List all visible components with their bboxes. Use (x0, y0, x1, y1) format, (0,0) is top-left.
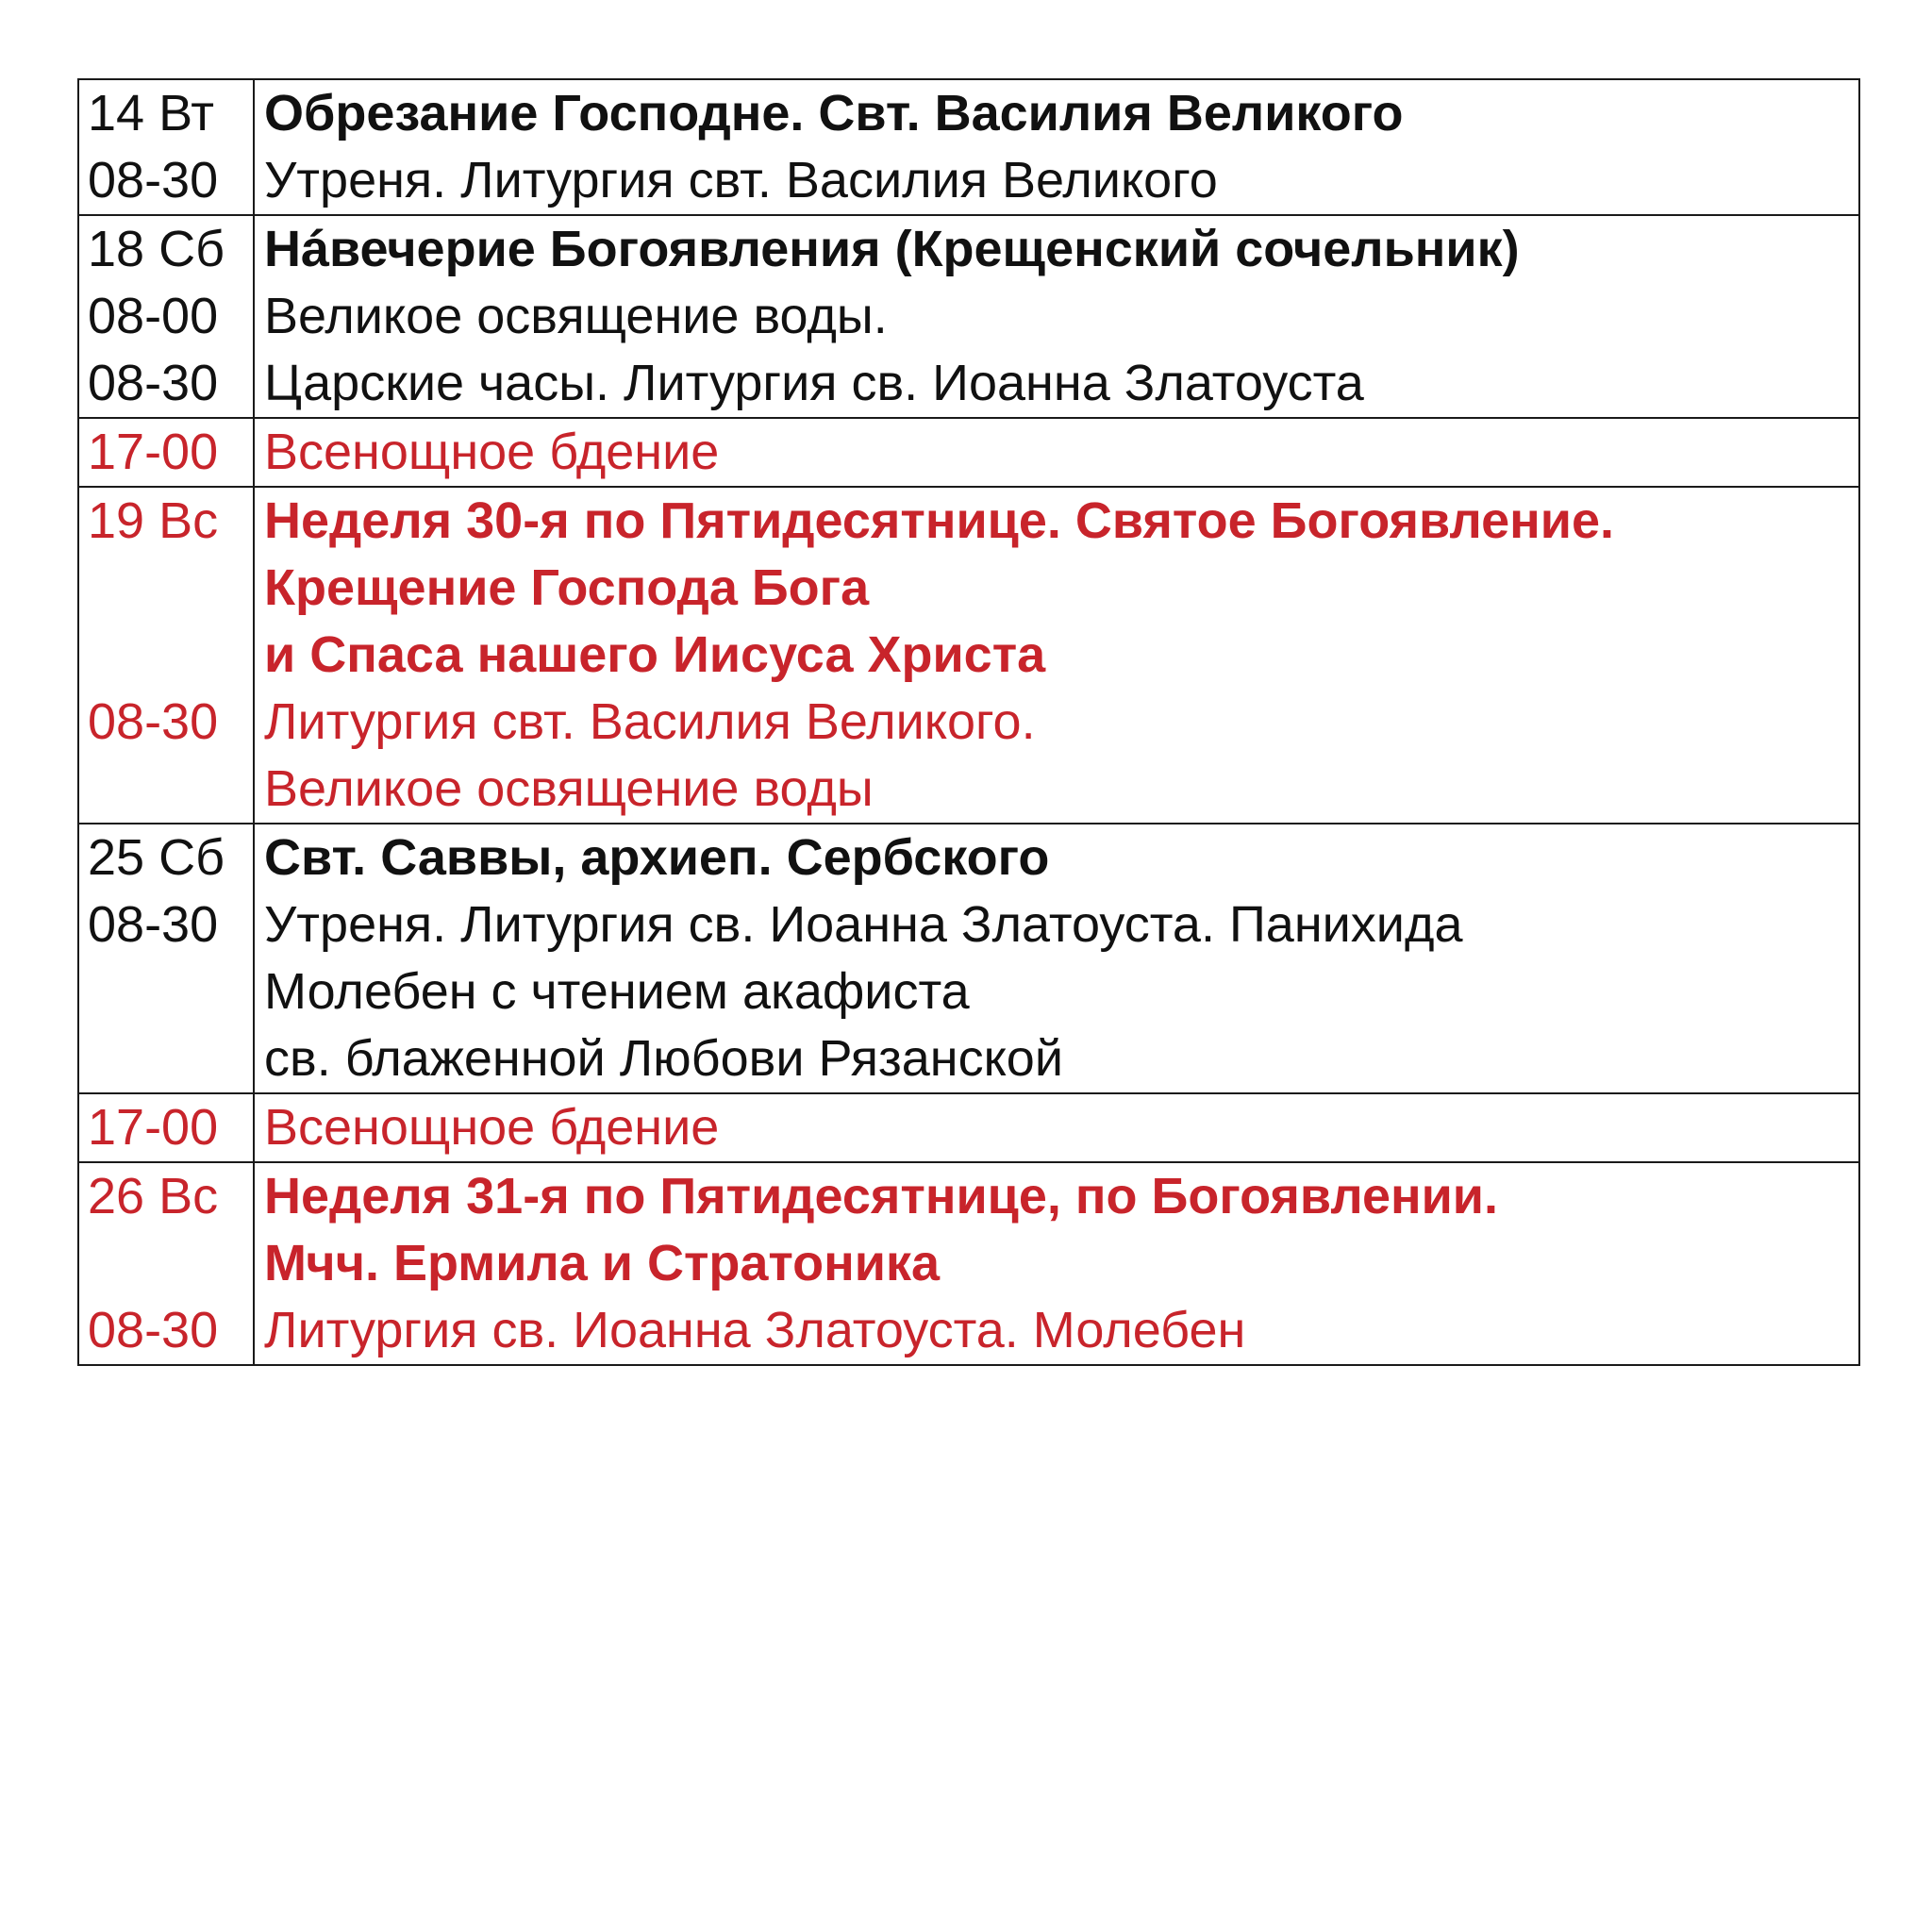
time-label: 08-30 (88, 693, 219, 750)
service-text: Великое освящение воды (264, 760, 874, 817)
time-cell (78, 418, 254, 487)
time-cell (78, 1162, 254, 1365)
time-label: 08-30 (88, 355, 219, 411)
schedule-row (78, 215, 1859, 418)
event-cell (254, 1162, 1859, 1365)
service-text: Великое освящение воды. (264, 288, 888, 344)
event-cell (254, 79, 1859, 215)
feast-title: Крещение Господа Бога (264, 559, 870, 616)
time-spacer (88, 1230, 253, 1297)
event-cell (254, 824, 1859, 1093)
date-label: 14 Вт (88, 85, 215, 142)
time-cell (78, 487, 254, 824)
time-cell (78, 215, 254, 418)
schedule-row (78, 487, 1859, 824)
feast-title: Нáвечерие Богоявления (Крещенский сочельник) (264, 221, 1520, 277)
feast-title: и Спаса нашего Иисуса Христа (264, 626, 1046, 683)
time-label: 17-00 (88, 1099, 219, 1156)
service-text: Царские часы. Литургия св. Иоанна Златоуста (264, 355, 1364, 411)
event-cell (254, 418, 1859, 487)
date-label: 18 Сб (88, 221, 225, 277)
time-label: 08-30 (88, 1302, 219, 1358)
schedule-row (78, 824, 1859, 1093)
feast-title: Мчч. Ермила и Стратоника (264, 1235, 941, 1291)
time-label: 08-00 (88, 288, 219, 344)
service-schedule-table (77, 78, 1860, 1366)
service-text: Литургия свт. Василия Великого. (264, 693, 1036, 750)
date-label: 25 Сб (88, 829, 225, 886)
service-text: Литургия св. Иоанна Златоуста. Молебен (264, 1302, 1246, 1358)
time-cell (78, 1093, 254, 1162)
service-text: Утреня. Литургия свт. Василия Великого (264, 152, 1218, 208)
feast-title: Свт. Саввы, архиеп. Сербского (264, 829, 1050, 886)
feast-title: Неделя 30-я по Пятидесятнице. Святое Богоявление. (264, 492, 1614, 549)
event-cell (254, 215, 1859, 418)
schedule-row (78, 1162, 1859, 1365)
service-text: Всенощное бдение (264, 424, 720, 480)
time-label: 08-30 (88, 152, 219, 208)
schedule-row (78, 1093, 1859, 1162)
schedule-row (78, 79, 1859, 215)
event-cell (254, 487, 1859, 824)
time-cell (78, 824, 254, 1093)
date-label: 26 Вс (88, 1168, 219, 1224)
time-cell (78, 79, 254, 215)
service-text: св. блаженной Любови Рязанской (264, 1030, 1063, 1087)
time-spacer (88, 555, 253, 622)
event-cell (254, 1093, 1859, 1162)
service-text: Всенощное бдение (264, 1099, 720, 1156)
feast-title: Обрезание Господне. Свт. Василия Великого (264, 85, 1404, 142)
time-label: 17-00 (88, 424, 219, 480)
time-label: 08-30 (88, 896, 219, 953)
date-label: 19 Вс (88, 492, 219, 549)
schedule-row (78, 418, 1859, 487)
feast-title: Неделя 31-я по Пятидесятнице, по Богоявлении. (264, 1168, 1498, 1224)
service-text: Молебен с чтением акафиста (264, 963, 970, 1020)
time-spacer (88, 622, 253, 689)
service-text: Утреня. Литургия св. Иоанна Златоуста. Панихида (264, 896, 1463, 953)
